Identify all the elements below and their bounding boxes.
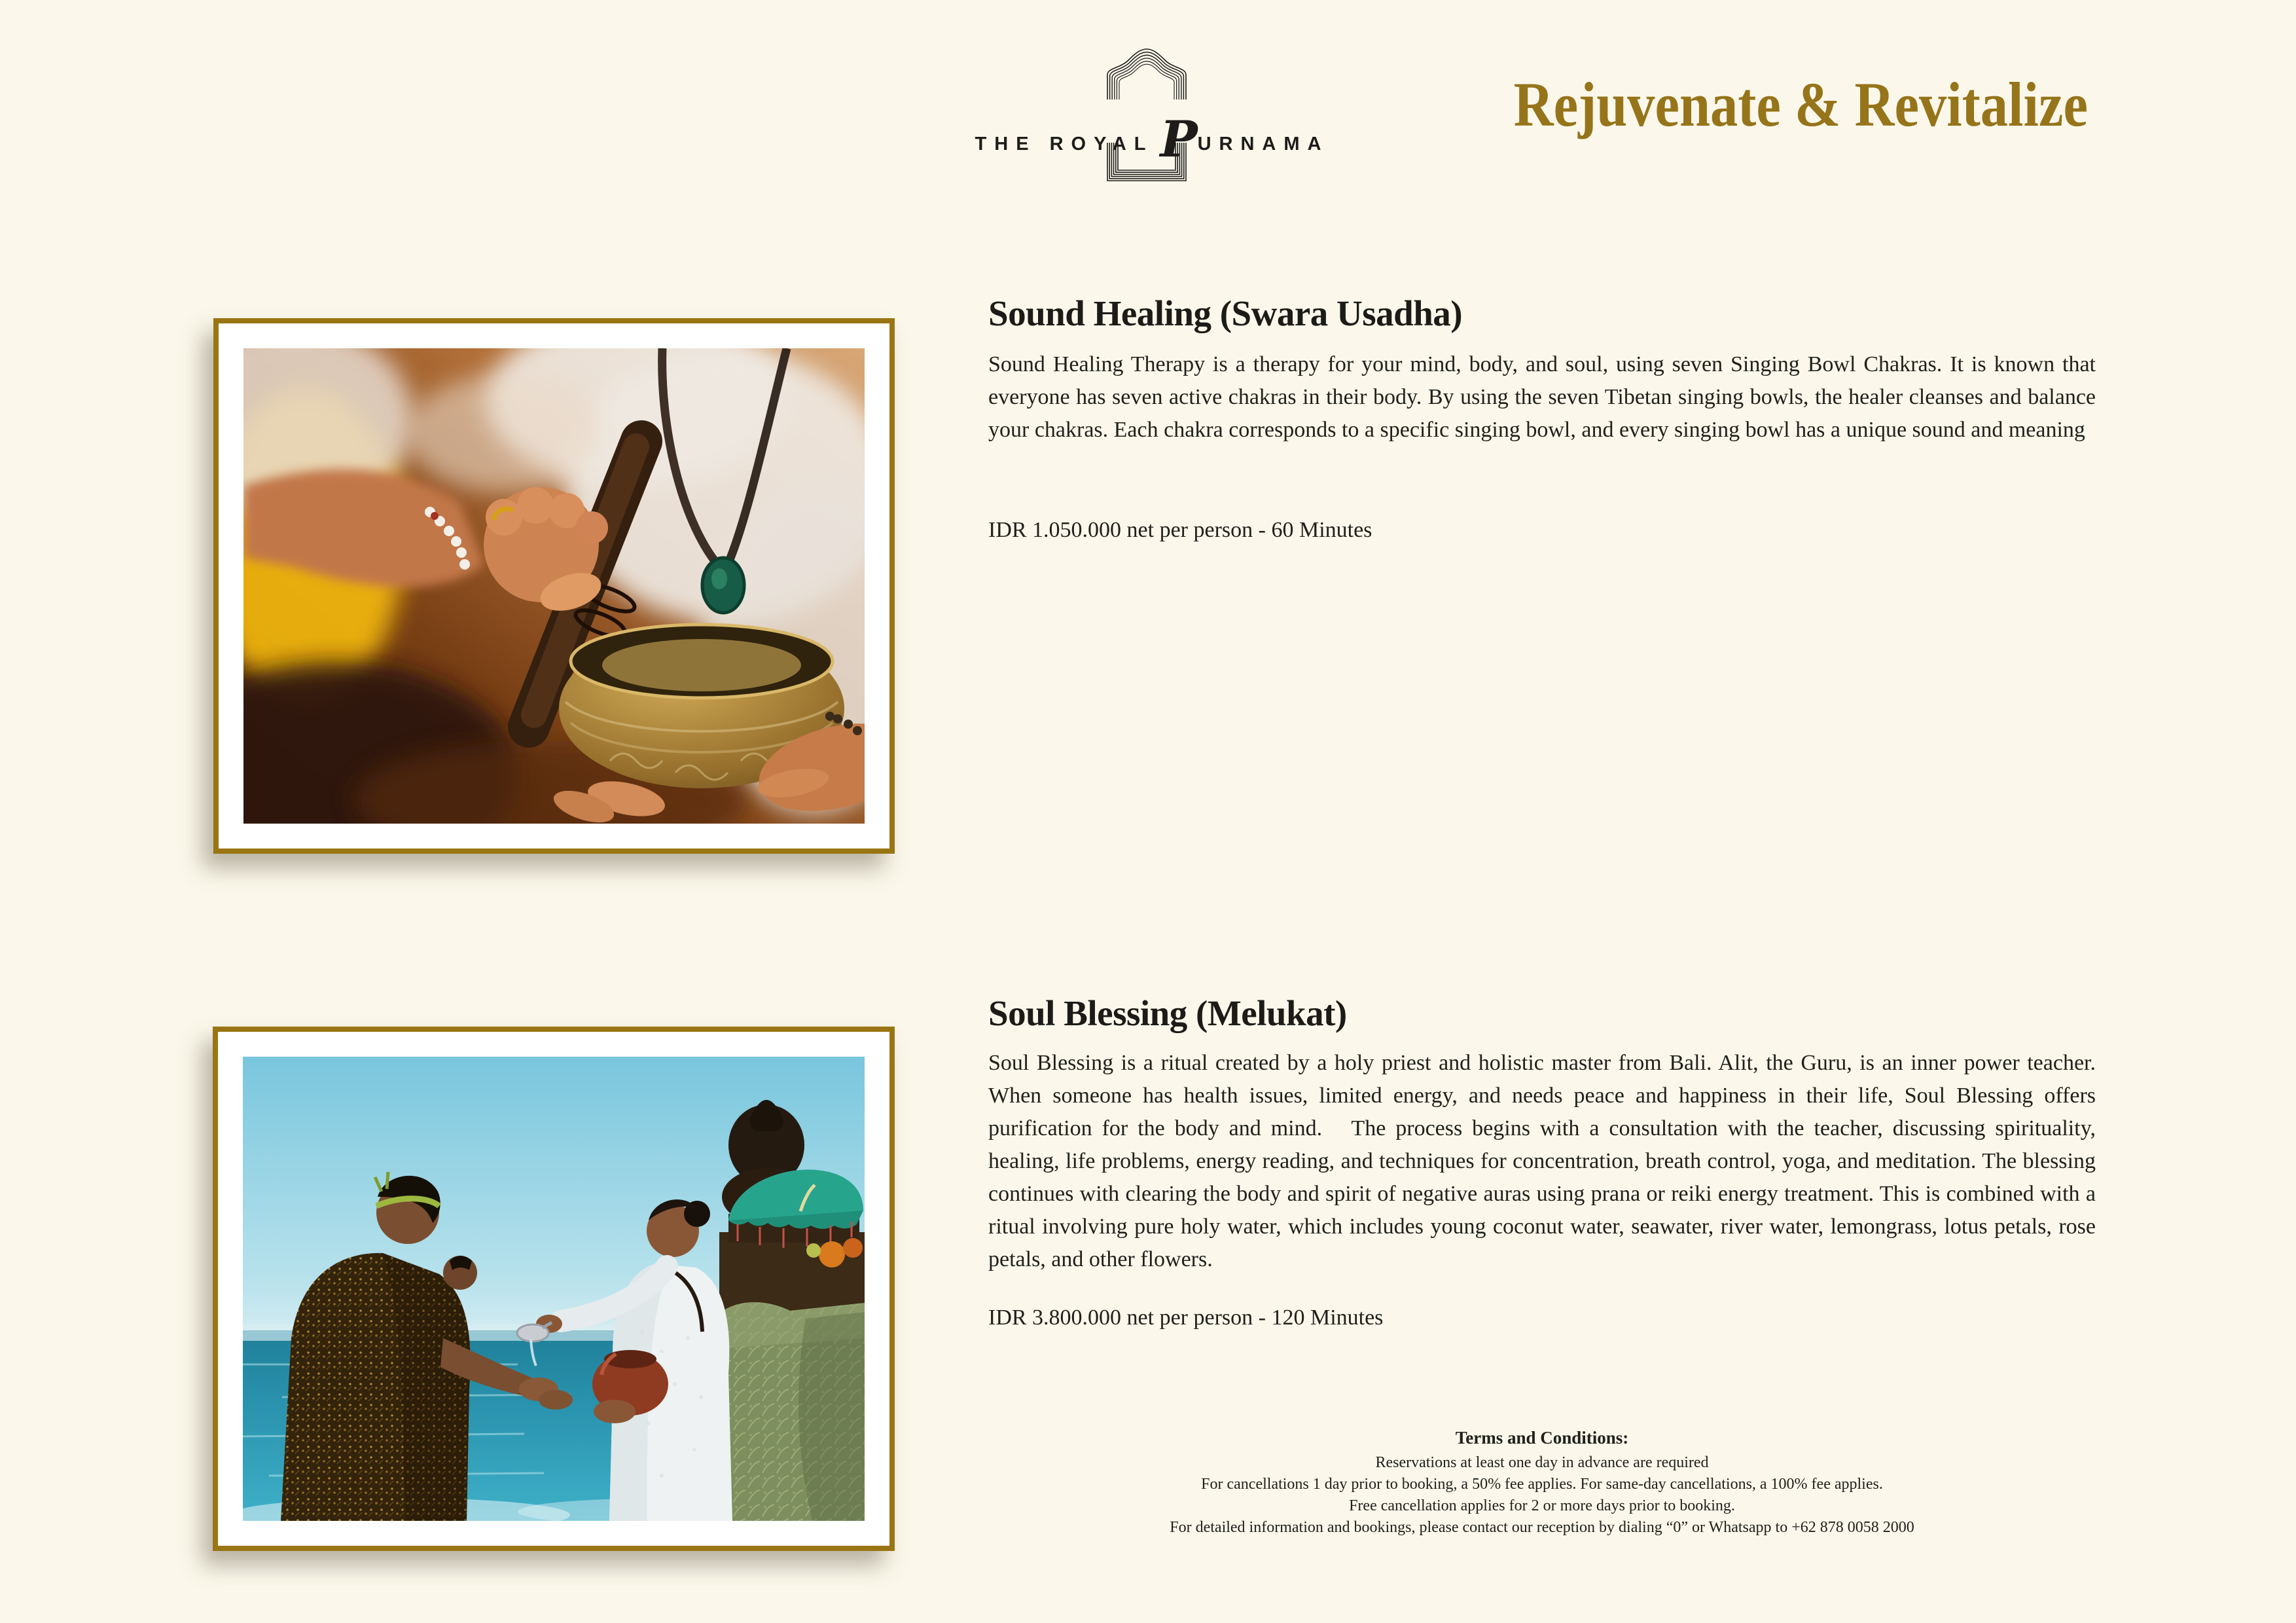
- soul-blessing-photo-frame: [213, 1027, 895, 1551]
- brand-script-initial: P: [1160, 110, 1198, 168]
- sound-healing-photo-frame: [213, 318, 895, 854]
- terms-line-reservations: Reservations at least one day in advance are required: [1375, 1454, 1709, 1471]
- terms-line-contact: For detailed information and bookings, please contact our reception by dialing “0” or Whatsapp to +62 878 0058 2000: [1170, 1519, 1914, 1536]
- temple-gate-base-icon: [1106, 143, 1187, 182]
- terms-title: Terms and Conditions:: [1455, 1428, 1629, 1448]
- section-heading-soul-blessing: Soul Blessing (Melukat): [988, 993, 1347, 1033]
- sound-healing-photo: [243, 348, 865, 824]
- soul-blessing-photo: [243, 1057, 865, 1521]
- section-heading-sound-healing: Sound Healing (Swara Usadha): [988, 293, 1463, 333]
- section-body-sound-healing: Sound Healing Therapy is a therapy for your mind, body, and soul, using seven Singing Bowl Chakras. It is known that everyone has seven active chakras in their body. By using the seven Tibetan singing bowls, the healer cleanses and balance your chakras. Each chakra corresponds to a specific singing bowl, and every singing bowl has a unique sound and meaning: [988, 352, 2096, 442]
- terms-line-cancellation-fees: For cancellations 1 day prior to booking, a 50% fee applies. For same-day cancellations, a 100% fee applies.: [1201, 1476, 1883, 1493]
- section-price-soul-blessing: IDR 3.800.000 net per person - 120 Minutes: [988, 1305, 1384, 1330]
- terms-and-conditions: [988, 1427, 2096, 1539]
- brand-name-post: URNAMA: [1197, 134, 1329, 155]
- brand-logo: [969, 39, 1335, 196]
- temple-gate-arch-icon: [1106, 45, 1187, 100]
- page-title: Rejuvenate & Revitalize: [1513, 69, 2088, 139]
- brand-name-pre: THE ROYAL: [975, 134, 1154, 155]
- section-body-soul-blessing: Soul Blessing is a ritual created by a holy priest and holistic master from Bali. Alit, the Guru, is an inner power teacher. When someone has health issues, limited energy, and needs peace and happiness in their life, Soul Blessing offers purification for the body and mind. The process begins with a consultation with the teacher, discussing spirituality, healing, life problems, energy reading, and techniques for concentration, breath control, yoga, and meditation. The blessing continues with clearing the body and spirit of negative auras using prana or reiki energy treatment. This is combined with a ritual involving pure holy water, which includes young coconut water, seawater, river water, lemongrass, lotus petals, rose petals, and other flowers.: [988, 1051, 2096, 1271]
- section-price-sound-healing: IDR 1.050.000 net per person - 60 Minutes: [988, 518, 1372, 542]
- terms-line-free-cancellation: Free cancellation applies for 2 or more days prior to booking.: [1349, 1497, 1735, 1514]
